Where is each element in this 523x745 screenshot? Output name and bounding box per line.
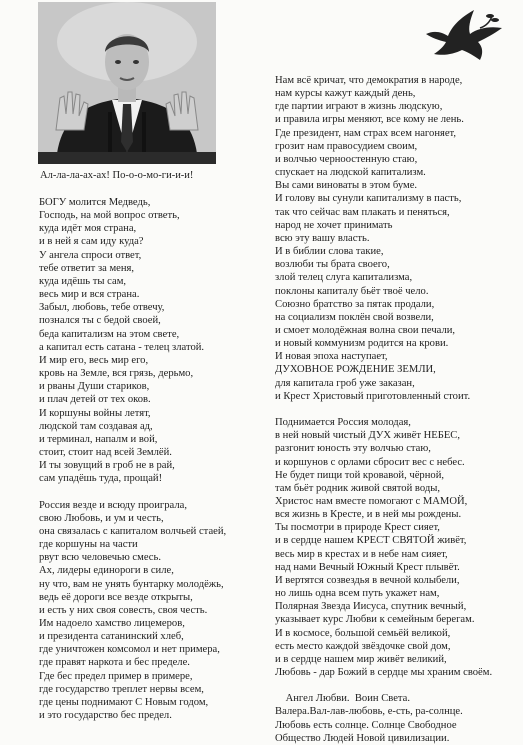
poem-line: есть место каждой звёздочке свой дом, <box>275 640 451 652</box>
poem-line: и в сердце нашем мир живёт великий, <box>275 653 447 665</box>
politician-photo <box>38 2 216 164</box>
signature-line: Ангел Любви. Воин Света. <box>275 693 411 705</box>
poem-line: народ не хочет принимать <box>275 219 393 231</box>
poem-line: и есть у них своя совесть, своя честь. <box>39 604 208 616</box>
poem-line: сам упадёшь туда, прощай! <box>39 473 163 485</box>
photo-caption: Ал-ла-ла-ах-ах! По-о-о-мо-ги-и-и! <box>40 170 194 181</box>
poem-line: где уничтожен комсомол и нет примера, <box>39 644 220 656</box>
poem-line: но лишь одна всем путь укажет нам, <box>275 588 440 600</box>
poem-line: в ней новый чистый ДУХ живёт НЕБЕС, <box>275 430 461 442</box>
poem-line: познался ты с бедой своей, <box>39 315 161 327</box>
poem-line: так что сейчас вам плакать и пеняться, <box>275 206 450 218</box>
poem-line: нам курсы кажут каждый день, <box>275 88 416 100</box>
poem-line: и волчью черноостенную стаю, <box>275 153 418 165</box>
poem-line: спускает на людской капитализм. <box>275 167 426 179</box>
poem-line: Господь, на мой вопрос ответь, <box>39 210 180 222</box>
poem-line: Христос нам вместе помогают с МАМОЙ, <box>275 495 468 507</box>
poem-line: и смоет молодёжная волна свои печали, <box>275 324 456 336</box>
poem-line: и в ней я сам иду куда? <box>39 236 144 248</box>
poem-line: тебе ответит за меня, <box>39 262 135 274</box>
poem-line: Забыл, любовь, тебе отвечу, <box>39 302 165 314</box>
poem-line: И голову вы сунули капитализму в пасть, <box>275 193 462 205</box>
poem-line: и это государство бес предел. <box>39 710 172 722</box>
poem-line: Не будет пищи той кровавой, чёрной, <box>275 469 445 481</box>
poem-line: злой телец слуга капитализма, <box>275 272 413 284</box>
signature-line: Общество Людей Новой цивилизации. <box>275 732 450 744</box>
poem-line: Любовь - дар Божий в сердце мы храним своём. <box>275 667 493 679</box>
poem-line: и плач детей от тех оков. <box>39 394 151 406</box>
poem-line: поклоны капиталу бьёт твоё чело. <box>275 285 429 297</box>
signature-line: Любовь есть солнце. Солнце Свободное <box>275 719 457 731</box>
poem-line: беда капитализм на этом свете, <box>39 328 180 340</box>
poem-line: там бьёт родник живой святой воды, <box>275 482 440 494</box>
poem-line: И вертятся созвездья в вечной колыбели, <box>275 574 460 586</box>
poem-line: БОГУ молится Медведь, <box>39 197 151 208</box>
poem-line: У ангела спроси ответ, <box>39 249 142 261</box>
poem-line: и в сердце нашем КРЕСТ СВЯТОЙ живёт, <box>275 535 467 547</box>
poem-line: где цены поднимают С Новым годом, <box>39 696 209 708</box>
poem-line: И в библии слова такие, <box>275 246 384 258</box>
signature-line: Валера.Вал-лав-любовь, е-сть, ра-солнце. <box>275 706 463 718</box>
poem-line: разгонит юность эту волчью стаю, <box>275 443 431 455</box>
poem-line: указывает курс Любви к семейным берегам. <box>275 614 475 626</box>
poem-line: Союзно братство за пятак продали, <box>275 298 435 310</box>
poem-line: стоит, стоит над всей Землёй. <box>39 446 172 458</box>
stanza-gap <box>275 403 492 416</box>
stanza-gap <box>39 485 226 498</box>
poem-line: где партии играют в жизнь людскую, <box>275 101 443 113</box>
poem-line: свою Любовь, и ум и честь, <box>39 512 164 524</box>
poem-line: Вы сами виноваты в этом буме. <box>275 180 418 192</box>
poem-line: Полярная Звезда Иисуса, спутник вечный, <box>275 601 467 613</box>
poem-line: и терминал, напалм и вой, <box>39 433 158 445</box>
poem-line: вся жизнь в Кресте, и в ней мы рождены. <box>275 509 462 521</box>
poem-line: Ах, лидеры единороги в силе, <box>39 565 174 577</box>
poem-line: Им надоело хамство лицемеров, <box>39 617 185 629</box>
poem-line: ведь её дороги все везде открыты, <box>39 591 193 603</box>
poem-line: Ты посмотри в природе Крест сияет, <box>275 522 440 534</box>
poem-line: и коршунов с орлами сбросит вес с небес. <box>275 456 465 468</box>
poem-line: И ты зовущий в гроб не в рай, <box>39 460 175 472</box>
poem-line: и президента сатанинский хлеб, <box>39 631 184 643</box>
poem-line: грозит нам правосудием своим, <box>275 140 418 152</box>
poem-line: всю эту вашу власть. <box>275 232 370 244</box>
poem-line: и правила игры меняют, все кому не лень. <box>275 114 464 126</box>
poem-line: рвут всю человечью смесь. <box>39 552 161 564</box>
poem-line: ну что, вам не унять бунтарку молодёжь, <box>39 578 224 590</box>
poem-line: кровь на Земле, вся грязь, дерьмо, <box>39 368 194 380</box>
poem-line: людской там создавая ад, <box>39 420 153 432</box>
poem-line: на социализм поклён свой возвели, <box>275 311 434 323</box>
poem-line: она связалась с капиталом волчьей стаей, <box>39 525 227 537</box>
poem-line: И коршуны войны летят, <box>39 407 151 419</box>
poem-line: возлюби ты брата своего, <box>275 259 390 271</box>
poem-line: Поднимается Россия молодая, <box>275 417 411 429</box>
poem-line: куда идёшь ты сам, <box>39 275 127 287</box>
poem-line: и рваны Души стариков, <box>39 381 150 393</box>
poem-line: весь мир и вся страна. <box>39 289 140 301</box>
left-poem-column <box>39 196 226 722</box>
dove-with-branch-icon <box>420 4 512 74</box>
poem-line: где правят наркота и бес пределе. <box>39 657 190 669</box>
poem-line: для капитала гроб уже заказан, <box>275 377 415 389</box>
poem-line: Нам всё кричат, что демократия в народе, <box>275 75 463 86</box>
poem-line: над нами Вечный Южный Крест плывёт. <box>275 561 460 573</box>
poem-line: Где бес предел пример в примере, <box>39 670 193 682</box>
poem-line: Где президент, нам страх всем нагоняет, <box>275 127 457 139</box>
poem-line: куда идёт моя страна, <box>39 223 137 235</box>
poem-line: и новый коммунизм родится на крови. <box>275 338 449 350</box>
right-poem-column <box>275 74 492 745</box>
stanza-gap <box>275 679 492 692</box>
poem-line: и Крест Христовый приготовленный стоит. <box>275 390 471 402</box>
poem-line: И новая эпоха наступает, <box>275 351 388 363</box>
poem-line: И в космосе, большой семьёй великой, <box>275 627 451 639</box>
poem-line: весь мир в крестах и в небе нам сияет, <box>275 548 448 560</box>
poem-line: а капитал есть сатана - телец златой. <box>39 341 205 353</box>
poem-line: Россия везде и всюду проиграла, <box>39 499 187 511</box>
poem-line: ДУХОВНОЕ РОЖДЕНИЕ ЗЕМЛИ, <box>275 364 436 376</box>
poem-line: где коршуны на части <box>39 539 138 551</box>
poem-line: И мир его, весь мир его, <box>39 354 149 366</box>
person-illustration <box>38 2 216 164</box>
poem-line: где государство треплет нервы всем, <box>39 683 204 695</box>
